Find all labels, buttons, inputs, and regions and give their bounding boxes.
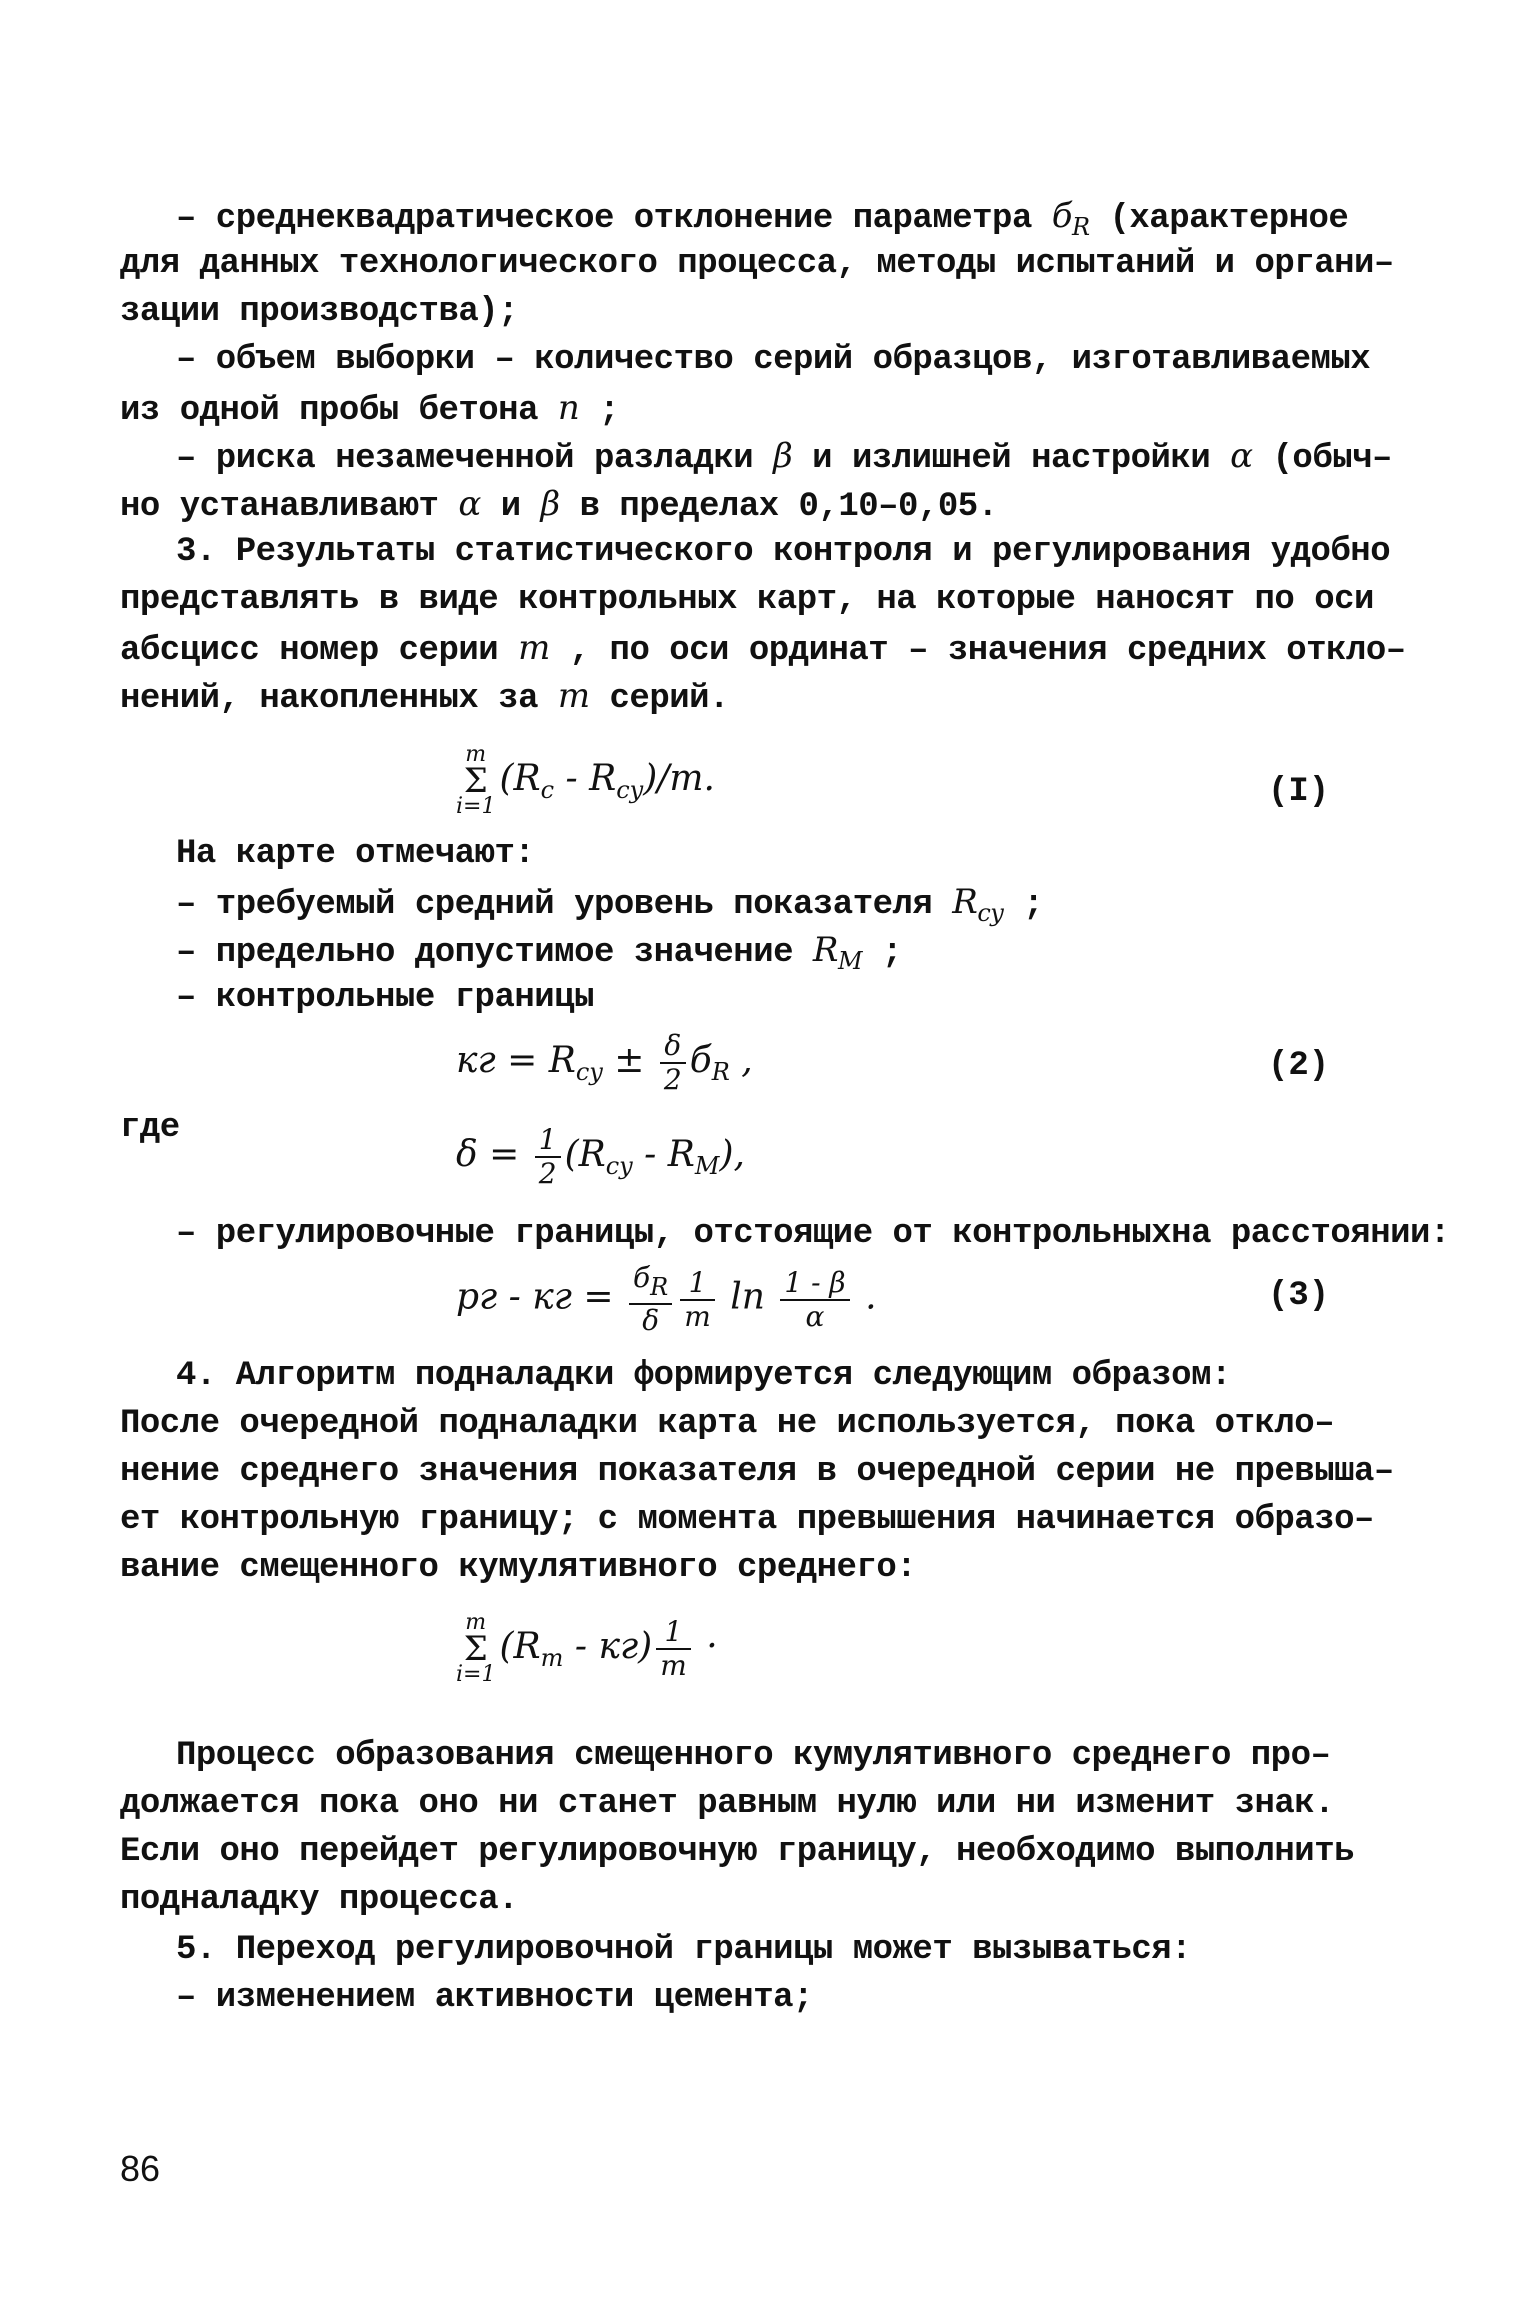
- text-line: но устанавливают α и β в пределах 0,10–0,05.: [120, 484, 998, 526]
- text-line: – среднеквадратическое отклонение параметра $б_R$ (характерное: [176, 196, 1349, 241]
- text-line: – регулировочные границы, отстоящие от контрольныхна расстоянии:: [176, 1215, 1450, 1253]
- text-line: из одной пробы бетона n ;: [120, 388, 620, 430]
- formula-cumulative: m Σ $i=1(R_m - кг)$ $\frac{1}{m}$ ·: [456, 1610, 718, 1687]
- text-line: – объем выборки – количество серий образцов, изготавливаемых: [176, 341, 1371, 379]
- sum-symbol: m Σ i=1: [456, 742, 496, 819]
- text-line: зации производства);: [120, 293, 519, 331]
- formula-2: кг = $R_{cy}$ ± $\frac{\delta}{2}$ $б_R$ ,: [456, 1029, 753, 1096]
- text-line: подналадку процесса.: [120, 1881, 519, 1919]
- formula-3: рг - кг = $\frac{бR}{\delta}$ $\frac{1}{m}$ ln $\frac{1 - \beta}{\alpha}$ .: [456, 1261, 877, 1337]
- text-line: вание смещенного кумулятивного среднего:: [120, 1549, 917, 1587]
- text-line: 5. Переход регулировочной границы может вызываться:: [176, 1931, 1192, 1969]
- text-line: После очередной подналадки карта не используется, пока откло–: [120, 1405, 1335, 1443]
- equation-number-1: (I): [1268, 773, 1330, 811]
- text-line: Процесс образования смещенного кумулятивного среднего про–: [176, 1737, 1331, 1775]
- text-line: где: [120, 1109, 180, 1147]
- text-line: представлять в виде контрольных карт, на которые наносят по оси: [120, 581, 1374, 619]
- text-line: нений, накопленных за m серий.: [120, 676, 729, 718]
- text-line: – требуемый средний уровень показателя $R_{cy}$ ;: [176, 882, 1044, 927]
- text-line: нение среднего значения показателя в очередной серии не превыша–: [120, 1453, 1394, 1491]
- text-line: для данных технологического процесса, методы испытаний и органи–: [120, 245, 1394, 283]
- text-line: 4. Алгоритм подналадки формируется следующим образом:: [176, 1357, 1231, 1395]
- text-line: – предельно допустимое значение $R_М$ ;: [176, 930, 902, 975]
- formula-1: m Σ $i=1(R_c - R_{cy})/m$.: [456, 742, 715, 819]
- text-line: – изменением активности цемента;: [176, 1979, 813, 2017]
- equation-number-3: (3): [1268, 1277, 1330, 1315]
- equation-number-2: (2): [1268, 1047, 1330, 1085]
- page-number: 86: [120, 2148, 161, 2189]
- formula-delta: δ = $\frac{1}{2}$ $(R_{cy} - R_М)$,: [456, 1123, 745, 1190]
- text-line: абсцисс номер серии m , по оси ординат – значения средних откло–: [120, 628, 1406, 670]
- text-line: Если оно перейдет регулировочную границу, необходимо выполнить: [120, 1833, 1355, 1871]
- text-line: ет контрольную границу; с момента превышения начинается образо–: [120, 1501, 1374, 1539]
- text-line: – контрольные границы: [176, 979, 594, 1017]
- text-line: должается пока оно ни станет равным нулю или ни изменит знак.: [120, 1785, 1335, 1823]
- text-line: – риска незамеченной разладки β и излишней настройки α (обыч–: [176, 436, 1392, 478]
- text-line: На карте отмечают:: [176, 835, 535, 873]
- sum-symbol: m Σ i=1: [456, 1610, 496, 1687]
- text-line: 3. Результаты статистического контроля и регулирования удобно: [176, 533, 1391, 571]
